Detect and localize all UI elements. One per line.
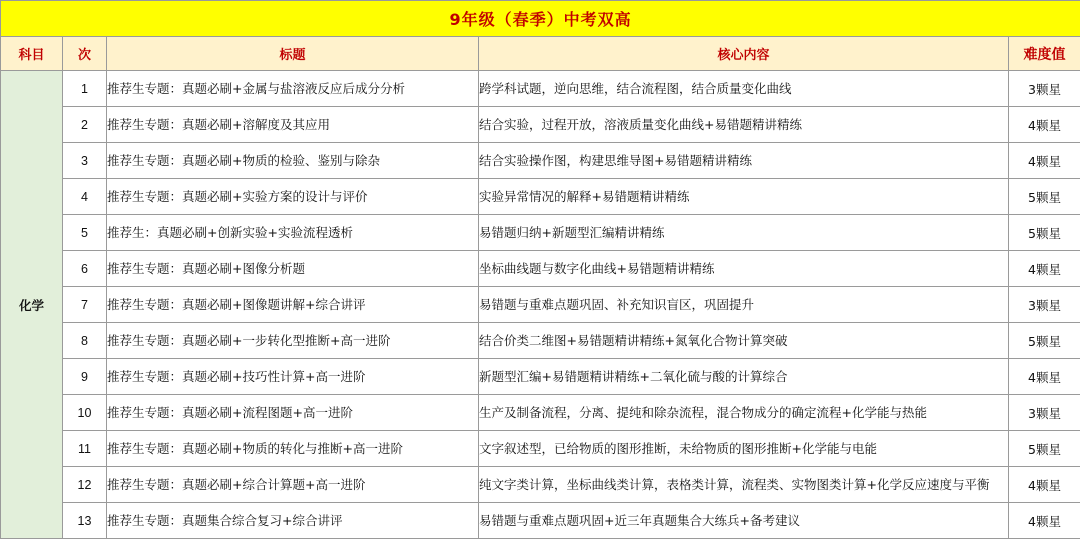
column-header-difficulty: 难度值 — [1009, 37, 1080, 71]
row-number: 7 — [63, 287, 107, 323]
table-row — [1, 503, 1080, 539]
row-title: 推荐生专题：真题必刷+物质的转化与推断+高一进阶 — [107, 431, 479, 467]
row-number: 13 — [63, 503, 107, 539]
table-row — [1, 107, 1080, 143]
row-number: 4 — [63, 179, 107, 215]
row-difficulty: 4颗星 — [1009, 251, 1080, 287]
row-number: 9 — [63, 359, 107, 395]
row-title: 推荐生专题：真题必刷+金属与盐溶液反应后成分分析 — [107, 71, 479, 107]
row-content: 易错题与重难点题巩固+近三年真题集合大练兵+备考建议 — [479, 503, 1009, 539]
table-row — [1, 359, 1080, 395]
row-title: 推荐生专题：真题必刷+图像题讲解+综合讲评 — [107, 287, 479, 323]
table-row — [1, 431, 1080, 467]
row-difficulty: 4颗星 — [1009, 107, 1080, 143]
header-row — [1, 37, 1080, 71]
row-content: 易错题归纳+新题型汇编精讲精练 — [479, 215, 1009, 251]
row-difficulty: 4颗星 — [1009, 359, 1080, 395]
table-row — [1, 323, 1080, 359]
row-difficulty: 3颗星 — [1009, 287, 1080, 323]
row-number: 12 — [63, 467, 107, 503]
row-content: 纯文字类计算，坐标曲线类计算，表格类计算，流程类、实物图类计算+化学反应速度与平衡 — [479, 467, 1009, 503]
row-title: 推荐生专题：真题必刷+综合计算题+高一进阶 — [107, 467, 479, 503]
row-title: 推荐生专题：真题必刷+实验方案的设计与评价 — [107, 179, 479, 215]
subject-cell: 化学 — [1, 71, 63, 539]
row-number: 8 — [63, 323, 107, 359]
row-difficulty: 5颗星 — [1009, 431, 1080, 467]
row-number: 10 — [63, 395, 107, 431]
row-difficulty: 5颗星 — [1009, 323, 1080, 359]
table-row — [1, 71, 1080, 107]
row-number: 3 — [63, 143, 107, 179]
row-content: 坐标曲线题与数字化曲线+易错题精讲精练 — [479, 251, 1009, 287]
row-number: 2 — [63, 107, 107, 143]
table-row — [1, 467, 1080, 503]
row-difficulty: 4颗星 — [1009, 503, 1080, 539]
row-difficulty: 4颗星 — [1009, 143, 1080, 179]
table-row — [1, 143, 1080, 179]
table-row — [1, 179, 1080, 215]
row-content: 结合实验，过程开放，溶液质量变化曲线+易错题精讲精练 — [479, 107, 1009, 143]
row-title: 推荐生专题：真题必刷+图像分析题 — [107, 251, 479, 287]
table-title: 9年级（春季）中考双高 — [1, 1, 1080, 37]
row-content: 易错题与重难点题巩固、补充知识盲区，巩固提升 — [479, 287, 1009, 323]
row-difficulty: 3颗星 — [1009, 395, 1080, 431]
row-number: 5 — [63, 215, 107, 251]
table-row — [1, 215, 1080, 251]
row-content: 实验异常情况的解释+易错题精讲精练 — [479, 179, 1009, 215]
row-difficulty: 5颗星 — [1009, 215, 1080, 251]
row-content: 新题型汇编+易错题精讲精练+二氧化硫与酸的计算综合 — [479, 359, 1009, 395]
row-difficulty: 4颗星 — [1009, 467, 1080, 503]
row-title: 推荐生专题：真题必刷+一步转化型推断+高一进阶 — [107, 323, 479, 359]
row-title: 推荐生专题：真题必刷+流程图题+高一进阶 — [107, 395, 479, 431]
table-row — [1, 287, 1080, 323]
row-content: 文字叙述型，已给物质的图形推断，未给物质的图形推断+化学能与电能 — [479, 431, 1009, 467]
row-title: 推荐生专题：真题必刷+溶解度及其应用 — [107, 107, 479, 143]
table-row — [1, 251, 1080, 287]
title-row — [1, 1, 1080, 37]
row-title: 推荐生专题：真题集合综合复习+综合讲评 — [107, 503, 479, 539]
row-content: 结合实验操作图，构建思维导图+易错题精讲精练 — [479, 143, 1009, 179]
row-content: 跨学科试题，逆向思维，结合流程图，结合质量变化曲线 — [479, 71, 1009, 107]
row-number: 11 — [63, 431, 107, 467]
row-content: 结合价类二维图+易错题精讲精练+氮氧化合物计算突破 — [479, 323, 1009, 359]
table-row — [1, 395, 1080, 431]
row-title: 推荐生专题：真题必刷+技巧性计算+高一进阶 — [107, 359, 479, 395]
row-number: 1 — [63, 71, 107, 107]
column-header-title: 标题 — [107, 37, 479, 71]
column-header-subject: 科目 — [1, 37, 63, 71]
row-content: 生产及制备流程，分离、提纯和除杂流程，混合物成分的确定流程+化学能与热能 — [479, 395, 1009, 431]
row-difficulty: 5颗星 — [1009, 179, 1080, 215]
row-title: 推荐生：真题必刷+创新实验+实验流程透析 — [107, 215, 479, 251]
column-header-content: 核心内容 — [479, 37, 1009, 71]
row-difficulty: 3颗星 — [1009, 71, 1080, 107]
row-title: 推荐生专题：真题必刷+物质的检验、鉴别与除杂 — [107, 143, 479, 179]
row-number: 6 — [63, 251, 107, 287]
column-header-index: 次 — [63, 37, 107, 71]
